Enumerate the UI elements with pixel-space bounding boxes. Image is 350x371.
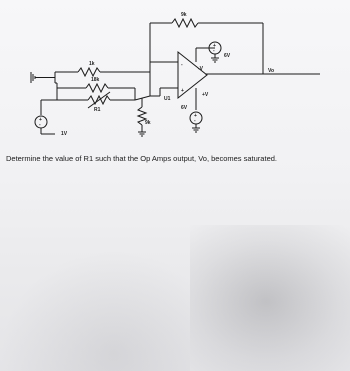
label-input-resistor: 1k — [89, 61, 95, 67]
neg-supply-plus-sign: + — [213, 43, 216, 49]
label-inverting-input: - — [181, 62, 183, 68]
label-r1: R1 — [94, 107, 101, 113]
label-opamp: U1 — [164, 96, 171, 102]
input-source-plus-sign: + — [39, 117, 42, 123]
input-source-minus-sign: - — [39, 122, 41, 128]
label-pos-supply-pin: +V — [202, 92, 209, 98]
label-neg-supply-pin: -V — [198, 66, 203, 72]
pos-supply-minus-sign: - — [194, 118, 196, 124]
label-source-voltage: 1V — [61, 131, 68, 137]
neg-supply-minus-sign: - — [213, 48, 215, 54]
label-output: Vo — [268, 68, 275, 74]
resistor-1k — [78, 68, 100, 76]
label-pos-supply-value: 6V — [181, 105, 188, 111]
label-ground-resistor: 9k — [145, 120, 151, 126]
shadow-overlay-right — [190, 225, 350, 371]
label-feedback-resistor: 9k — [181, 12, 187, 18]
pos-supply-plus-sign: + — [194, 113, 197, 119]
resistor-18k — [86, 84, 108, 92]
label-neg-supply-value: 6V — [224, 53, 231, 59]
shadow-overlay-left — [0, 250, 190, 371]
circuit-diagram — [0, 0, 350, 150]
label-noninverting-input: + — [181, 88, 184, 94]
r1-variable-arrow — [88, 92, 110, 108]
question-text: Determine the value of R1 such that the Op Amps output, Vo, becomes saturated. — [6, 154, 277, 163]
feedback-resistor — [172, 19, 198, 27]
label-mid-resistor: 18k — [91, 77, 100, 83]
